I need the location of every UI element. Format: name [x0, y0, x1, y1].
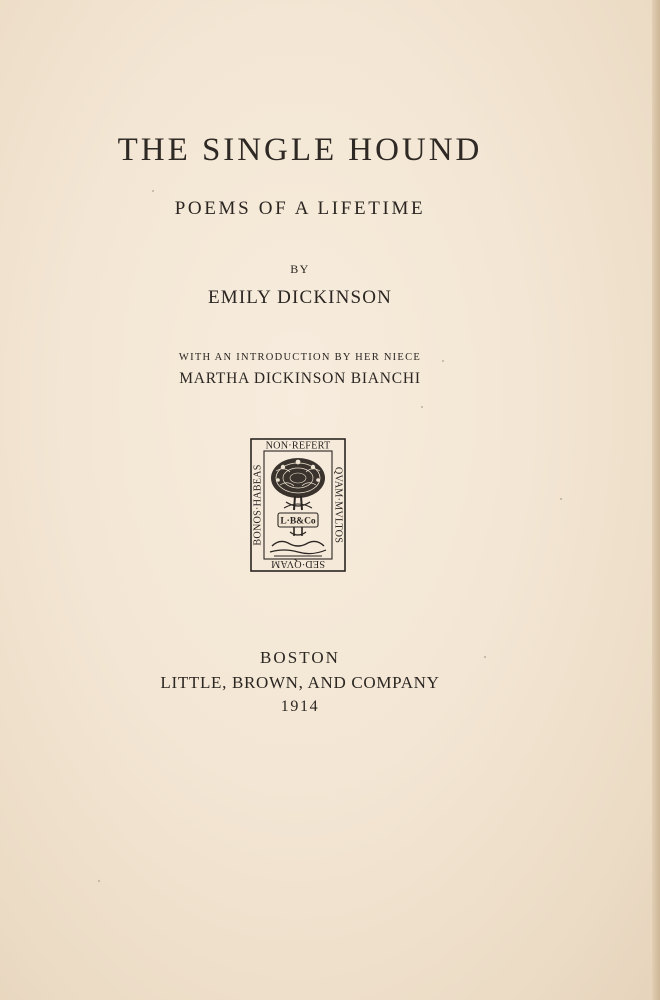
paper-speck	[98, 880, 100, 882]
paper-speck	[484, 656, 486, 658]
publisher-device-icon	[250, 438, 346, 572]
monogram-panel	[278, 513, 318, 527]
tree-roots-icon	[270, 527, 326, 556]
publisher-name: LITTLE, BROWN, AND COMPANY	[160, 673, 440, 692]
page-edge-shadow	[652, 0, 660, 1000]
publication-year: 1914	[280, 698, 320, 715]
publisher-device-emblem	[250, 438, 346, 572]
book-title: THE SINGLE HOUND	[117, 132, 483, 168]
paper-speck	[560, 498, 562, 500]
byline-label: BY	[290, 262, 310, 276]
device-top-text: NON·REFERT	[265, 440, 331, 452]
paper-speck	[442, 360, 444, 362]
book-subtitle: POEMS OF A LIFETIME	[174, 198, 426, 219]
introducer-name: MARTHA DICKINSON BIANCHI	[179, 370, 421, 387]
device-bottom-text: SED·QVAM	[270, 558, 326, 569]
publication-city: BOSTON	[260, 648, 340, 667]
paper-speck	[421, 406, 423, 408]
tree-foliage-icon	[271, 458, 325, 498]
device-monogram: L·B&Co	[280, 516, 316, 527]
device-left-text: BONOS·HABEAS	[252, 464, 264, 546]
paper-speck	[152, 190, 154, 192]
introduction-credit: WITH AN INTRODUCTION BY HER NIECE	[178, 352, 422, 363]
device-right-text: QVAM·MVLTOS	[332, 466, 344, 544]
author-name: EMILY DICKINSON	[208, 287, 392, 308]
tree-trunk-icon	[284, 496, 312, 510]
